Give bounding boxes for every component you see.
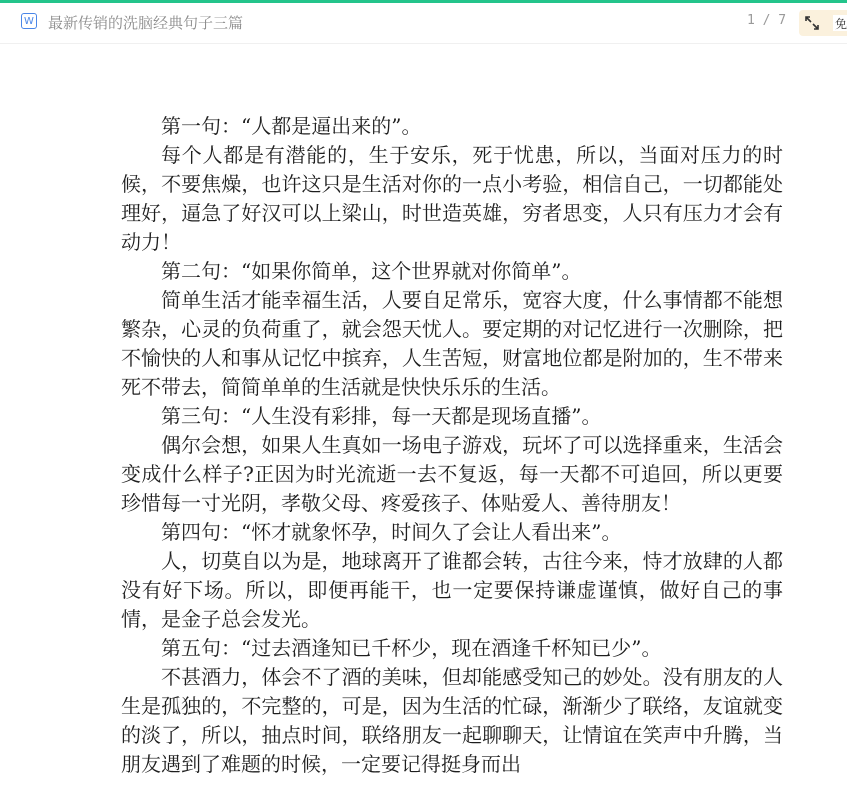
fullscreen-button[interactable] bbox=[799, 10, 847, 36]
paragraph: 每个人都是有潜能的，生于安乐，死于忧患，所以，当面对压力的时候，不要焦燥，也许这只是生活对你的一点小考验，相信自己，一切都能处理好，逼急了好汉可以上梁山，时世造英雄，穷者思变，人只有压力才会有动力！ bbox=[121, 143, 783, 254]
paragraph: 第五句：“过去酒逢知已千杯少，现在酒逢千杯知已少”。 bbox=[161, 636, 662, 660]
fullscreen-label: 免 bbox=[833, 15, 847, 31]
page-indicator: 1 / 7 bbox=[747, 13, 787, 28]
paragraph: 第二句：“如果你简单，这个世界就对你简单”。 bbox=[161, 259, 582, 283]
paragraph: 第三句：“人生没有彩排，每一天都是现场直播”。 bbox=[161, 404, 602, 428]
document-header bbox=[0, 3, 847, 44]
paragraph: 不甚酒力，体会不了酒的美味，但却能感受知己的妙处。没有朋友的人生是孤独的，不完整的，可是，因为生活的忙碌，渐渐少了联络，友谊就变的淡了，所以，抽点时间，联络朋友一起聊聊天，让情谊在笑声中升腾，当朋友遇到了难题的时候，一定要记得挺身而出 bbox=[121, 665, 783, 776]
document-title: 最新传销的洗脑经典句子三篇 bbox=[48, 14, 244, 32]
expand-arrows-icon bbox=[805, 16, 819, 30]
document-body bbox=[121, 112, 783, 779]
paragraph: 人，切莫自以为是，地球离开了谁都会转，古往今来，恃才放肆的人都没有好下场。所以，即便再能干，也一定要保持谦虚谨慎，做好自己的事情，是金子总会发光。 bbox=[121, 549, 783, 631]
paragraph: 第四句：“怀才就象怀孕，时间久了会让人看出来”。 bbox=[161, 520, 622, 544]
paragraph: 第一句：“人都是逼出来的”。 bbox=[161, 114, 422, 138]
paragraph: 简单生活才能幸福生活，人要自足常乐，宽容大度，什么事情都不能想繁杂，心灵的负荷重了，就会怨天忧人。要定期的对记忆进行一次删除，把不愉快的人和事从记忆中摈弃，人生苦短，财富地位都是附加的，生不带来死不带去，简简单单的生活就是快快乐乐的生活。 bbox=[121, 288, 783, 399]
word-doc-icon: W bbox=[21, 13, 37, 29]
paragraph: 偶尔会想，如果人生真如一场电子游戏，玩坏了可以选择重来，生活会变成什么样子?正因为时光流逝一去不复返，每一天都不可追回，所以更要珍惜每一寸光阴，孝敬父母、疼爱孩子、体贴爱人、善待朋友！ bbox=[121, 433, 783, 515]
